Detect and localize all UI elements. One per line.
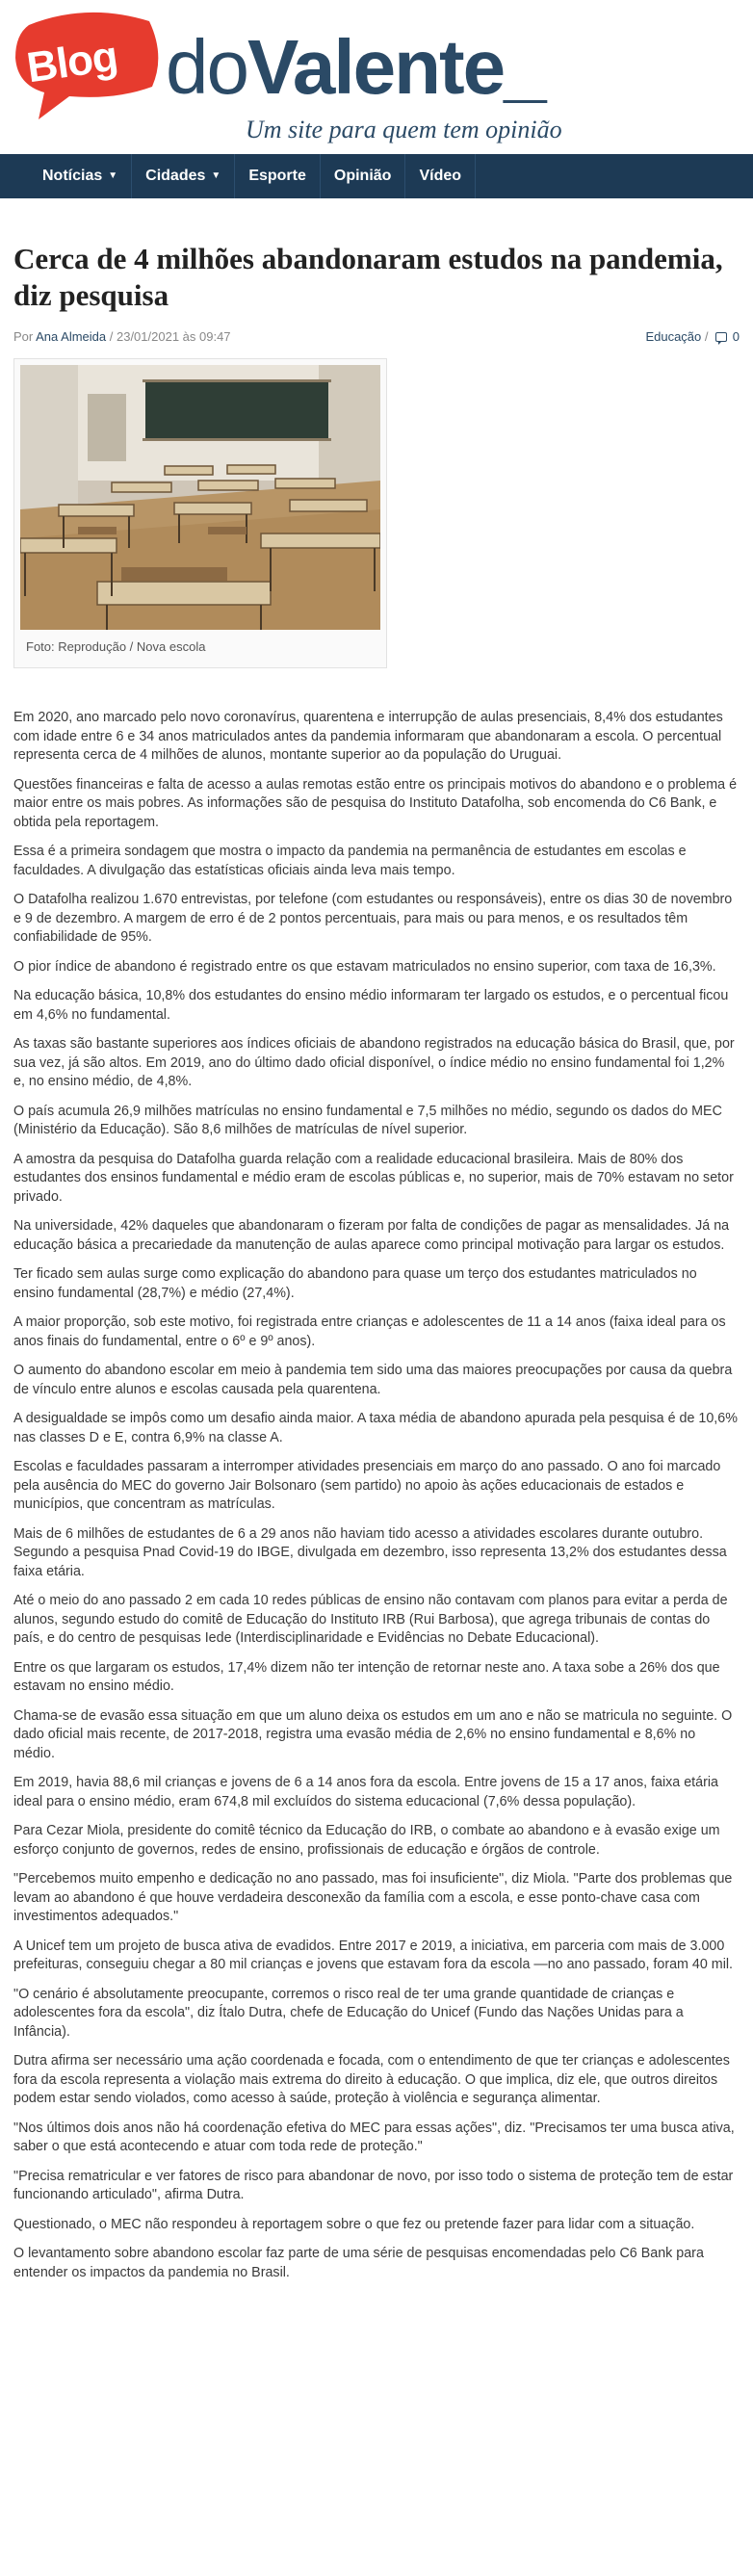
article-paragraph: O Datafolha realizou 1.670 entrevistas, por telefone (com estudantes ou responsáveis), entre os dias 30 de novembro e 9 de dezembro. A margem de erro é de 2 pontos percentuais, para mais ou para menos, e os resultados têm confiabilidade de 95%. — [13, 892, 733, 945]
site-tagline: Um site para quem tem opinião — [246, 116, 562, 143]
nav-item-esporte[interactable]: Esporte — [235, 154, 321, 198]
article-title: Cerca de 4 milhões abandonaram estudos na pandemia, diz pesquisa — [13, 242, 723, 312]
article-paragraph: Em 2020, ano marcado pelo novo coronavírus, quarentena e interrupção de aulas presenciais, 8,4% dos estudantes com idade entre 6 e 34 anos matriculados antes da pandemia informaram que abandonaram a escola. O percentual representa cerca de 4 milhões de alunos, montante superior ao da população do Uruguai. — [13, 710, 723, 763]
article-paragraph: "O cenário é absolutamente preocupante, corremos o risco real de ter uma grande quantidade de crianças e adolescentes fora da escola", diz Ítalo Dutra, chefe de Educação do Unicef (Fundo das Nações Unidas para a Infância). — [13, 1986, 684, 2040]
article-paragraph: Para Cezar Miola, presidente do comitê técnico da Educação do IRB, o combate ao abandono e à evasão exige um esforço conjunto de governos, redes de ensino, profissionais de educação e órgãos de controle. — [13, 1823, 720, 1858]
logo-name: doValente_ — [166, 24, 545, 110]
article-body — [13, 709, 740, 2282]
author-link[interactable]: Ana Almeida — [36, 329, 107, 344]
article-paragraph: Mais de 6 milhões de estudantes de 6 a 29 anos não haviam tido acesso a atividades escolares durante outubro. Segundo a pesquisa Pnad Covid-19 do IBGE, divulgada em dezembro, isso representa 13,2% dos estudantes dessa faixa etária. — [13, 1525, 727, 1579]
featured-image-figure — [13, 358, 387, 668]
meta-right — [645, 329, 740, 344]
classroom-photo[interactable] — [20, 365, 380, 630]
comment-count[interactable]: 0 — [732, 329, 740, 344]
nav-item-noticias[interactable]: Notícias ▼ — [29, 154, 132, 198]
article-paragraph: A maior proporção, sob este motivo, foi registrada entre crianças e adolescentes de 11 a 14 anos (faixa ideal para os anos finais do fundamental, entre o 6º e 9º anos). — [13, 1314, 726, 1349]
main-nav — [0, 154, 753, 198]
article-paragraph: Questões financeiras e falta de acesso a aulas remotas estão entre os principais motivos do abandono e o problema é maior entre os mais pobres. As informações são de pesquisa do Instituto Datafolha, sob encomenda do C6 Bank, e obtida pela reportagem. — [13, 776, 738, 830]
article-paragraph: As taxas são bastante superiores aos índices oficiais de abandono registrados na educação básica do Brasil, que, por sua vez, já são altos. Em 2019, ano do último dado oficial disponível, o índice médio no ensino fundamental foi 1,2% e, no ensino médio, de 4,8%. — [13, 1036, 735, 1089]
site-header — [0, 0, 753, 154]
publish-date: / 23/01/2021 às 09:47 — [109, 329, 231, 344]
meta-separator: / — [704, 329, 709, 344]
article-paragraph: "Nos últimos dois anos não há coordenação efetiva do MEC para essas ações", diz. "Precisamos ter uma busca ativa, saber o que está acontecendo e atuar com toda rede de proteção." — [13, 2120, 735, 2154]
logo-blog-text: Blog — [23, 32, 120, 92]
category-link[interactable]: Educação — [645, 329, 702, 344]
article-paragraph: A amostra da pesquisa do Datafolha guarda relação com a realidade educacional brasileira. Mais de 80% dos estudantes dos ensinos fundamental e médio eram de escolas públicas e, no superior, mais de 70% estavam no setor privado. — [13, 1151, 734, 1205]
article-paragraph: O levantamento sobre abandono escolar faz parte de uma série de pesquisas encomendadas pelo C6 Bank para entender os impactos da pandemia no Brasil. — [13, 2246, 704, 2280]
article-paragraph: Ter ficado sem aulas surge como explicação do abandono para quase um terço dos estudantes matriculados no ensino fundamental (28,7%) e médio (27,4%). — [13, 1266, 697, 1301]
article-paragraph: Na universidade, 42% daqueles que abandonaram o fizeram por falta de condições de pagar as mensalidades. Já na educação básica a precariedade da manutenção de aulas aparece como principal motivação para largar os estudos. — [13, 1218, 730, 1253]
comment-icon[interactable] — [715, 332, 727, 342]
article-meta — [13, 329, 740, 351]
site-logo[interactable] — [10, 8, 684, 152]
byline-prefix: Por — [13, 329, 34, 344]
article-paragraph: Questionado, o MEC não respondeu à reportagem sobre o que fez ou pretende fazer para lidar com a situação. — [13, 2216, 695, 2232]
nav-item-opiniao[interactable]: Opinião — [321, 154, 406, 198]
article-paragraph: Chama-se de evasão essa situação em que um aluno deixa os estudos em um ano e não se matricula no seguinte. O dado oficial mais recente, de 2017-2018, registra uma evasão média de 2,6% no ensino fundamental e 8,6% no médio. — [13, 1707, 733, 1761]
article-paragraph: Em 2019, havia 88,6 mil crianças e jovens de 6 a 14 anos fora da escola. Entre jovens de 15 a 17 anos, faixa etária ideal para o ensino médio, eram 674,8 mil excluídos do sistema educacional (7,6% dessa população). — [13, 1775, 718, 1809]
article-paragraph: A desigualdade se impôs como um desafio ainda maior. A taxa média de abandono apurada pela pesquisa é de 10,6% nas classes D e E, contra 6,9% na classe A. — [13, 1411, 738, 1445]
article-paragraph: A Unicef tem um projeto de busca ativa de evadidos. Entre 2017 e 2019, a iniciativa, em parceria com mais de 3.000 prefeituras, conseguiu chegar a 80 mil crianças e jovens que estavam fora da escola —no ano passado, foram 40 mil. — [13, 1938, 734, 1972]
chevron-down-icon: ▼ — [211, 170, 221, 181]
article-paragraph: Na educação básica, 10,8% dos estudantes do ensino médio informaram ter largado os estudos, e o percentual ficou em 4,6% no fundamental. — [13, 988, 729, 1023]
image-caption: Foto: Reprodução / Nova escola — [26, 639, 206, 654]
article-paragraph: Escolas e faculdades passaram a interromper atividades presenciais em março do ano passado. O ano foi marcado pela ausência do MEC do governo Jair Bolsonaro (sem partido) no apoio às ações educacionais de estados e municípios, que concentram as matrículas. — [13, 1459, 721, 1512]
article-paragraph: "Percebemos muito empenho e dedicação no ano passado, mas foi insuficiente", diz Miola. "Parte dos problemas que levam ao abandono é que houve verdadeira desconexão da família com a escola, e esse ponto-chave casa com investimentos adequados." — [13, 1871, 733, 1924]
article-paragraph: Até o meio do ano passado 2 em cada 10 redes públicas de ensino não contavam com planos para evitar a perda de alunos, segundo estudo do comitê de Educação do Instituto IRB (Rui Barbosa), que agrega tribunais de contas do país, e do centro de pesquisas Iede (Interdisciplinaridade e Evidências no Debate Educacional). — [13, 1593, 728, 1646]
article-paragraph: Entre os que largaram os estudos, 17,4% dizem não ter intenção de retornar neste ano. A taxa sobe a 26% dos que estavam no ensino médio. — [13, 1659, 720, 1694]
article-paragraph: Dutra afirma ser necessário uma ação coordenada e focada, com o entendimento de que ter crianças e adolescentes fora da escola representa a violação mais extrema do direito à educação. O que implica, diz ele, que outros direitos podem estar sendo violados, como acesso à saúde, proteção à violência e segurança alimentar. — [13, 2053, 730, 2106]
article-paragraph: O pior índice de abandono é registrado entre os que estavam matriculados no ensino superior, com taxa de 16,3%. — [13, 958, 716, 975]
article-paragraph: O aumento do abandono escolar em meio à pandemia tem sido uma das maiores preocupações por causa da quebra de vínculo entre alunos e escolas causada pela quarentena. — [13, 1363, 733, 1397]
article-paragraph: O país acumula 26,9 milhões matrículas no ensino fundamental e 7,5 milhões no médio, segundo os dados do MEC (Ministério da Educação). São 8,6 milhões de matrículas de nível superior. — [13, 1103, 722, 1137]
nav-item-cidades[interactable]: Cidades ▼ — [132, 154, 235, 198]
nav-item-video[interactable]: Vídeo — [405, 154, 476, 198]
article-paragraph: "Precisa rematricular e ver fatores de risco para abandonar de novo, por isso todo o sistema de proteção tem de estar funcionando articulado", afirma Dutra. — [13, 2168, 734, 2202]
chevron-down-icon: ▼ — [108, 170, 118, 181]
article — [13, 198, 740, 2293]
article-paragraph: Essa é a primeira sondagem que mostra o impacto da pandemia na permanência de estudantes em escolas e faculdades. A divulgação das estatísticas oficiais ainda leva mais tempo. — [13, 844, 687, 878]
